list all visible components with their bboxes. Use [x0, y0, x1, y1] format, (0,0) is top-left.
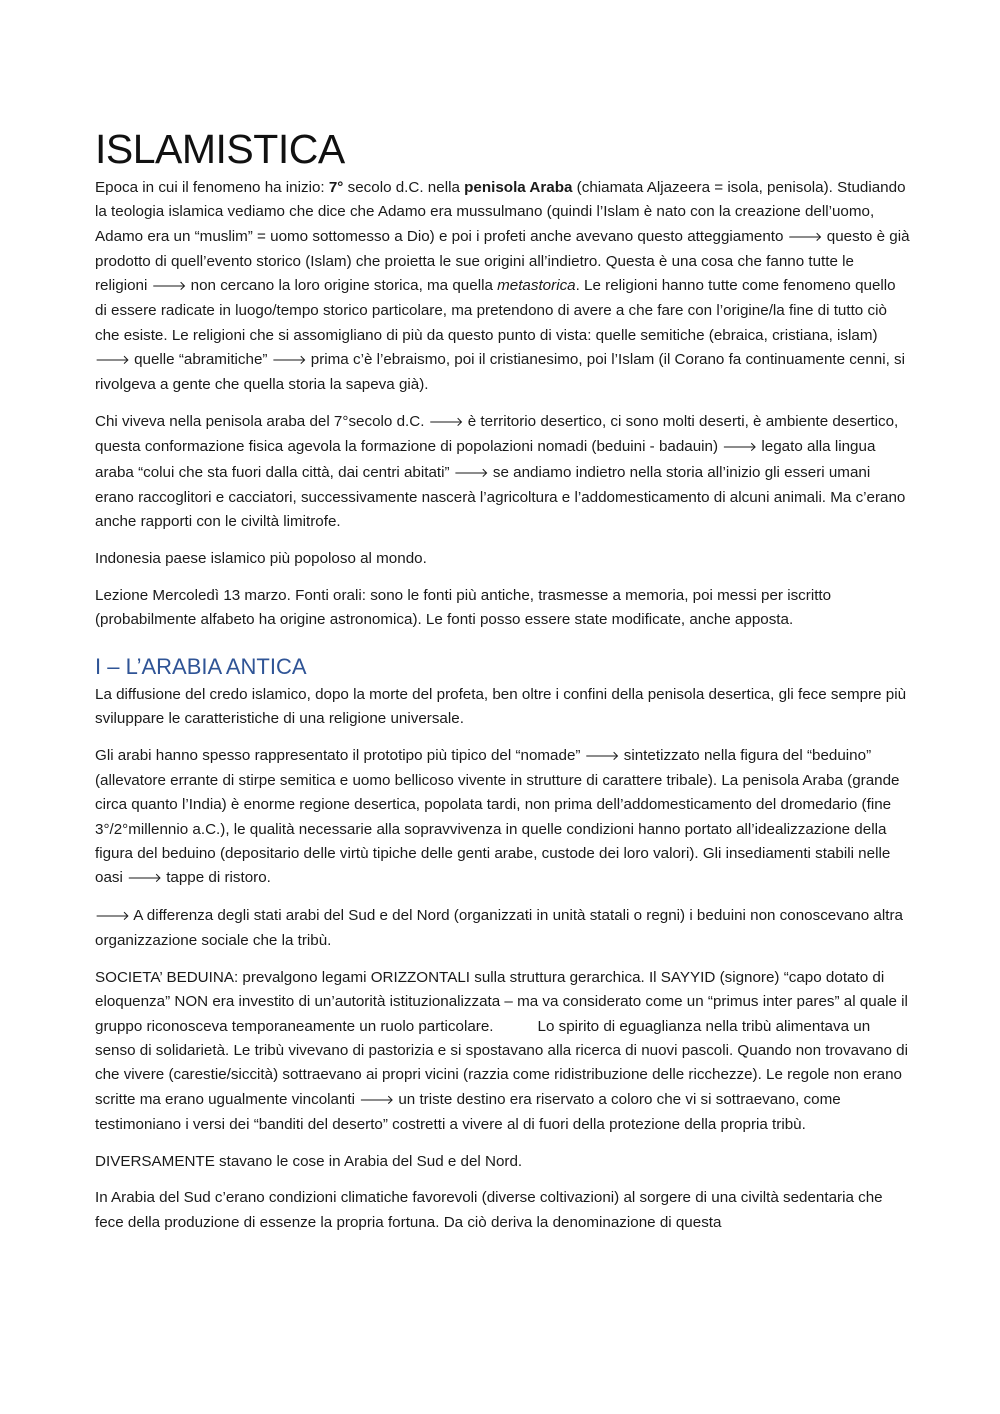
arrow-icon: 🡒	[787, 229, 823, 245]
arrow-icon: 🡒	[151, 279, 187, 295]
arrow-icon: 🡒	[428, 415, 464, 431]
text-span: Lo spirito di eguaglianza nella tribù alimentava un senso di solidarietà. Le tribù vivevano di pastorizia e si spostavano alla ricerca di nuovi pascoli. Quando non trovavano di che vivere (carestie/siccità) sottraevano ai propri vicini (razzia come ridistribuzione delle ricchezze). Le regole non erano scritte ma erano ugualmente vincolanti	[95, 1017, 908, 1108]
text-span: Epoca in cui il fenomeno ha inizio:	[95, 179, 329, 196]
arrow-icon: 🡒	[271, 353, 307, 369]
section-paragraph-4	[95, 966, 910, 1137]
section-heading: I – L’ARABIA ANTICA	[95, 653, 307, 679]
text-span: questo è già prodotto di quell’evento storico (Islam) che proietta le sue origini all’indietro. Questa è una cosa che fanno tutte le religioni	[95, 227, 910, 295]
text-span: un triste destino era riservato a coloro che vi si sottraevano, come testimoniano i versi dei “banditi del deserto” costretti a vivere al di fuori della protezione della propria tribù.	[95, 1090, 841, 1133]
intro-paragraph-1	[95, 176, 910, 398]
document-page	[95, 124, 910, 1247]
text-span: SOCIETA’ BEDUINA: prevalgono legami ORIZZONTALI sulla struttura gerarchica. Il SAYYID (signore) “capo dotato di eloquenza” NON era investito di un’autorità istituzionalizzata – ma va considerato come un “primus inter pares” al quale il gruppo riconosceva temporaneamente un ruolo particolare.	[95, 969, 908, 1035]
section-paragraph-3	[95, 904, 910, 954]
text-span: prima c’è l’ebraismo, poi il cristianesimo, poi l’Islam (il Corano fa continuamente cenni, si rivolgeva a gente che quella storia la sapeva già).	[95, 351, 906, 394]
text-span: sintetizzato nella figura del “beduino” (allevatore errante di stirpe semitica e uomo bellicoso vivente in strutture di carattere tribale). La penisola Araba (grande circa quanto l’India) è enorme regione desertica, popolata tardi, non prima dell’addomesticamento del dromedario (fine 3°/2°millennio a.C.), le qualità necessarie alla sopravvivenza in quelle condizioni hanno portato all’idealizzazione della figura del beduino (depositario delle virtù tipiche delle genti arabe, custode dei loro valori). Gli insediamenti stabili nelle oasi	[95, 746, 900, 887]
section-paragraph-2	[95, 744, 910, 892]
bold-text: penisola Araba	[464, 179, 573, 196]
arrow-icon: 🡒	[584, 748, 620, 764]
italic-text: metastorica	[497, 277, 576, 295]
text-span: . Le religioni hanno tutte come fenomeno quello di essere radicate in luogo/tempo storico particolare, ma pretendono di avere a che fare con l’origine/la fine di tutto ciò che esiste. Le religioni che si assomigliano di più da questo punto di vista: quelle semitiche (ebraica, cristiana, islam)	[95, 277, 896, 344]
text-span: legato alla lingua araba “colui che sta fuori dalla città, dai centri abitati”	[95, 438, 876, 481]
bold-text: 7°	[328, 179, 344, 196]
text-span: secolo d.C. nella	[343, 179, 465, 196]
text-span: se andiamo indietro nella storia all’inizio gli esseri umani erano raccoglitori e cacciatori, successivamente nascerà l’agricoltura e l’addomesticamento di alcuni animali. Ma c’erano anche rapporti con le civiltà limitrofe.	[95, 463, 906, 531]
arrow-icon: 🡒	[359, 1092, 395, 1108]
text-span: quelle “abramitiche”	[129, 351, 272, 369]
section-paragraph-6: In Arabia del Sud c’erano condizioni climatiche favorevoli (diverse coltivazioni) al sorgere di una civiltà sedentaria che fece della produzione di essenze la propria fortuna. Da ciò deriva la denominazione di questa	[95, 1189, 883, 1231]
page-title: ISLAMISTICA	[95, 126, 345, 172]
intro-paragraph-4: Lezione Mercoledì 13 marzo. Fonti orali: sono le fonti più antiche, trasmesse a memoria, poi messi per iscritto (probabilmente alfabeto ha origine astronomica). Le fonti posso essere state modificate, anche apposta.	[95, 586, 832, 629]
arrow-icon: 🡒	[453, 465, 489, 481]
text-span: tappe di ristoro.	[161, 869, 271, 887]
arrow-icon: 🡒	[127, 871, 162, 887]
intro-paragraph-3: Indonesia paese islamico più popoloso al mondo.	[95, 550, 427, 568]
arrow-icon: 🡒	[95, 353, 130, 369]
text-span: Gli arabi hanno spesso rappresentato il prototipo più tipico del “nomade”	[95, 746, 585, 764]
arrow-icon: 🡒	[95, 908, 130, 924]
text-span: Chi viveva nella penisola araba del 7°secolo d.C.	[95, 413, 429, 431]
text-span: è territorio desertico, ci sono molti deserti, è ambiente desertico, questa conformazione fisica agevola la formazione di popolazioni nomadi (beduini - badauin)	[95, 413, 899, 456]
text-span: A differenza degli stati arabi del Sud e del Nord (organizzati in unità statali o regni) i beduini non conoscevano altra organizzazione sociale che la tribù.	[95, 906, 903, 950]
intro-paragraph-2	[95, 410, 910, 534]
section-paragraph-5: DIVERSAMENTE stavano le cose in Arabia del Sud e del Nord.	[95, 1152, 523, 1170]
section-paragraph-1: La diffusione del credo islamico, dopo la morte del profeta, ben oltre i confini della penisola desertica, gli fece sempre più sviluppare le caratteristiche di una religione universale.	[95, 685, 907, 727]
text-span: non cercano la loro origine storica, ma quella	[186, 277, 498, 295]
arrow-icon: 🡒	[722, 440, 758, 456]
text-span: (chiamata Aljazeera = isola, penisola). Studiando la teologia islamica vediamo che dice che Adamo era mussulmano (quindi l’Islam è nato con la creazione dell’uomo, Adamo era un “muslim” = uomo sottomesso a Dio) e poi i profeti anche avevano questo atteggiamento	[95, 179, 906, 245]
